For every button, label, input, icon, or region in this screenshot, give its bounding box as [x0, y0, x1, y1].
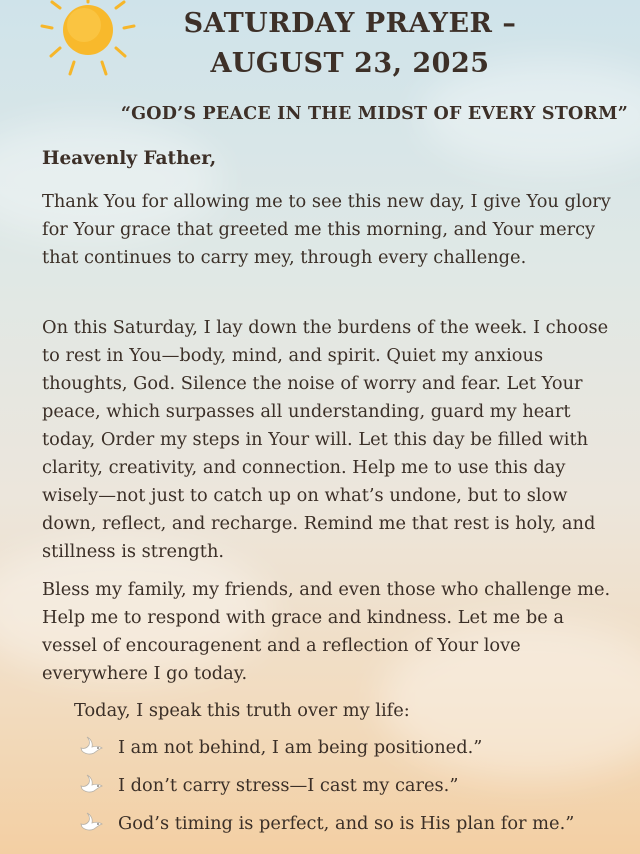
page-title: [150, 4, 550, 84]
title-line-2: AUGUST 23, 2025: [210, 48, 490, 79]
declaration-text: I am not behind, I am being positioned.”: [118, 736, 483, 758]
dove-icon: [78, 774, 104, 796]
prayer-paragraph-2: On this Saturday, I lay down the burdens of the week. I choose to rest in You—body, mind, and spirit. Quiet my anxious thoughts, God. Silence the noise of worry and fear. Let Your peace, which surpasses all understanding, guard my heart today, Order my steps in Your will. Let this day be filled with clarity, creativity, and connection. Help me to use this day wisely—not just to catch up on what’s undone, but to slow down, reflect, and recharge. Remind me that rest is holy, and stillness is strength.: [42, 317, 609, 562]
declaration-item: [78, 736, 482, 758]
declaration-text: I don’t carry stress—I cast my cares.”: [118, 774, 459, 796]
dove-icon: [78, 736, 104, 758]
prayer-paragraph-1: Thank You for allowing me to see this new day, I give You glory for Your grace that greeted me this morning, and Your mercy that continues to carry mey, through every challenge.: [42, 191, 611, 268]
declaration-intro: Today, I speak this truth over my life:: [74, 700, 410, 721]
declaration-item: [78, 774, 458, 796]
sun-icon: [38, 0, 138, 80]
title-line-1: SATURDAY PRAYER –: [183, 8, 517, 39]
declaration-text: God’s timing is perfect, and so is His plan for me.”: [118, 812, 575, 834]
prayer-subtitle: “GOD’S PEACE IN THE MIDST OF EVERY STORM”: [120, 104, 628, 124]
declaration-item: [78, 812, 574, 834]
dove-icon: [78, 812, 104, 834]
prayer-paragraph-3: Bless my family, my friends, and even those who challenge me. Help me to respond with grace and kindness. Let me be a vessel of encouragenent and a reflection of Your love everywhere I go today.: [42, 579, 611, 684]
prayer-greeting: Heavenly Father,: [42, 148, 217, 169]
